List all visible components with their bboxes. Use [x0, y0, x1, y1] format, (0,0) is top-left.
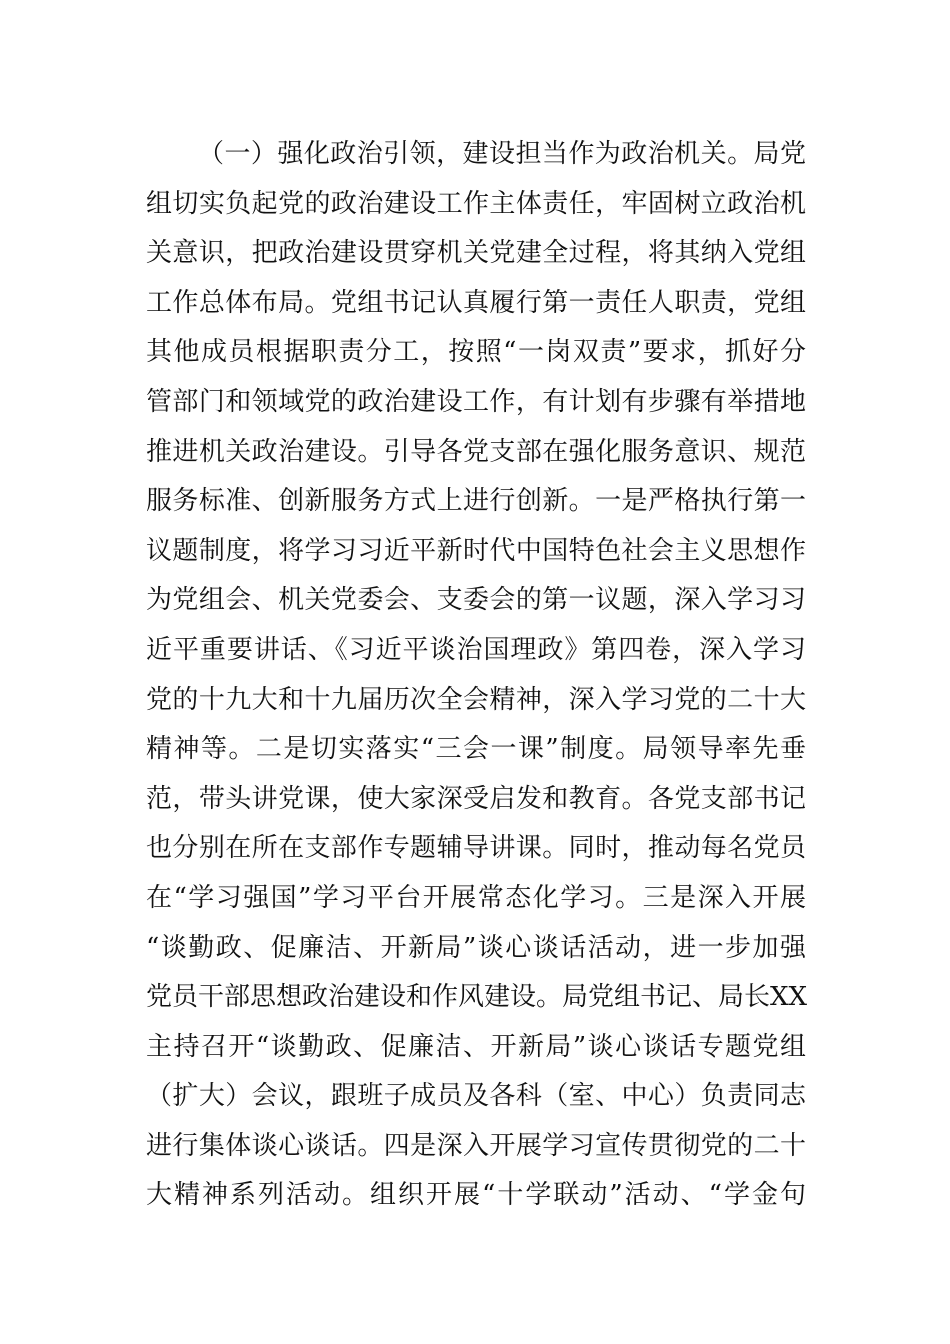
- paragraph-line: 工作总体布局。党组书记认真履行第一责任人职责，党组: [146, 287, 806, 318]
- paragraph-line: 服务标准、创新服务方式上进行创新。一是严格执行第一: [146, 486, 806, 517]
- paragraph-line: 近平重要讲话、《习近平谈治国理政》第四卷，深入学习: [146, 634, 806, 665]
- paragraph-line: （扩大）会议，跟班子成员及各科（室、中心）负责同志: [146, 1081, 806, 1112]
- paragraph-line: 关意识，把政治建设贯穿机关党建全过程，将其纳入党组: [146, 238, 806, 269]
- paragraph-line: 组切实负起党的政治建设工作主体责任，牢固树立政治机: [146, 188, 806, 219]
- paragraph-line: 精神等。二是切实落实“三会一课”制度。局领导率先垂: [146, 734, 806, 765]
- paragraph-line: 也分别在所在支部作专题辅导讲课。同时，推动每名党员: [146, 833, 806, 864]
- paragraph-line: 其他成员根据职责分工，按照“一岗双责”要求，抓好分: [146, 337, 806, 368]
- paragraph-line: 范，带头讲党课，使大家深受启发和教育。各党支部书记: [146, 783, 806, 814]
- paragraph-line: 在“学习强国”学习平台开展常态化学习。三是深入开展: [146, 882, 806, 913]
- paragraph-line: 大精神系列活动。组织开展“十学联动”活动、“学金句: [146, 1180, 806, 1211]
- paragraph-line: 主持召开“谈勤政、促廉洁、开新局”谈心谈话专题党组: [146, 1031, 806, 1062]
- paragraph-line: 进行集体谈心谈话。四是深入开展学习宣传贯彻党的二十: [146, 1130, 806, 1161]
- paragraph-line: “谈勤政、促廉洁、开新局”谈心谈话活动，进一步加强: [146, 932, 806, 963]
- body-paragraph: [146, 130, 806, 1221]
- paragraph-line: 为党组会、机关党委会、支委会的第一议题，深入学习习: [146, 585, 806, 616]
- paragraph-line: 管部门和领域党的政治建设工作，有计划有步骤有举措地: [146, 386, 806, 417]
- paragraph-line: 推进机关政治建设。引导各党支部在强化服务意识、规范: [146, 436, 806, 467]
- paragraph-line: 党的十九大和十九届历次全会精神，深入学习党的二十大: [146, 684, 806, 715]
- paragraph-line: （一）强化政治引领，建设担当作为政治机关。局党: [198, 139, 806, 169]
- paragraph-line: 党员干部思想政治建设和作风建设。局党组书记、局长XX: [146, 982, 808, 1013]
- paragraph-line: 议题制度，将学习习近平新时代中国特色社会主义思想作: [146, 535, 806, 566]
